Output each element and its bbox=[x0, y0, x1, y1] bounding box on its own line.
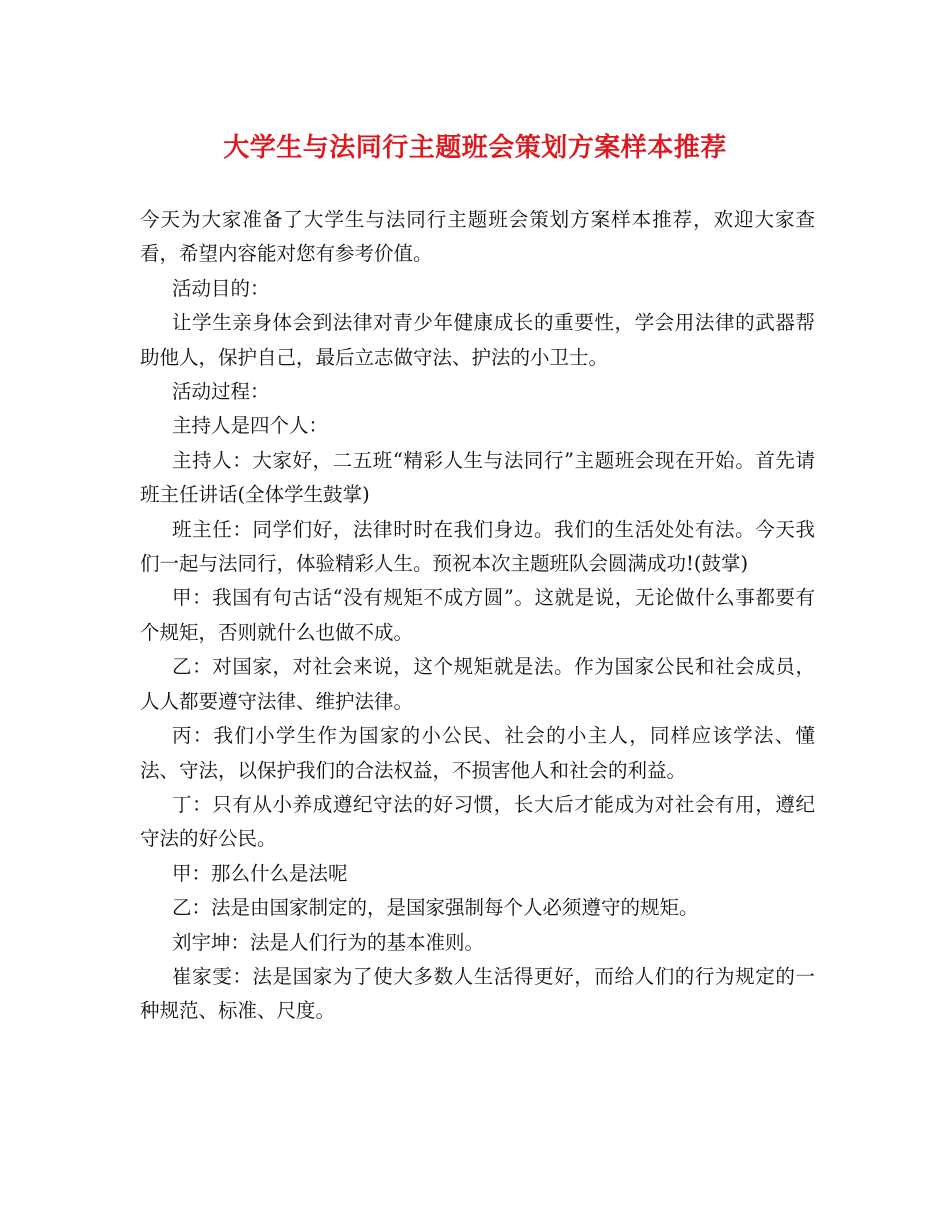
dialogue-line: 甲：我国有句古话“没有规矩不成方圆”。这就是说，无论做什么事都要有个规矩，否则就什么也做不成。 bbox=[140, 586, 815, 644]
dialogue-line: 甲：那么什么是法呢 bbox=[172, 861, 348, 885]
dialogue-line: 乙：对国家，对社会来说，这个规矩就是法。作为国家公民和社会成员，人人都要遵守法律、维护法律。 bbox=[140, 655, 815, 713]
section-heading-purpose: 活动目的： bbox=[172, 276, 270, 300]
host-opening-paragraph: 主持人：大家好，二五班“精彩人生与法同行”主题班会现在开始。首先请班主任讲话(全体学生鼓掌) bbox=[140, 448, 815, 507]
dialogue-line: 丙：我们小学生作为国家的小公民、社会的小主人，同样应该学法、懂法、守法，以保护我们的合法权益，不损害他人和社会的利益。 bbox=[140, 724, 815, 782]
purpose-paragraph: 让学生亲身体会到法律对青少年健康成长的重要性，学会用法律的武器帮助他人，保护自己，最后立志做守法、护法的小卫士。 bbox=[140, 311, 815, 369]
dialogue-line: 丁：只有从小养成遵纪守法的好习惯，长大后才能成为对社会有用，遵纪守法的好公民。 bbox=[140, 792, 815, 851]
teacher-speech-paragraph: 班主任：同学们好，法律时时在我们身边。我们的生活处处有法。今天我们一起与法同行，体验精彩人生。预祝本次主题班队会圆满成功!(鼓掌) bbox=[140, 517, 815, 576]
dialogue-line: 乙：法是由国家制定的，是国家强制每个人必须遵守的规矩。 bbox=[172, 896, 699, 920]
dialogue-line: 刘宇坤：法是人们行为的基本准则。 bbox=[172, 930, 485, 954]
section-heading-process: 活动过程： bbox=[172, 380, 270, 404]
document-body bbox=[140, 203, 815, 1029]
document-title: 大学生与法同行主题班会策划方案样本推荐 bbox=[223, 133, 727, 163]
intro-paragraph: 今天为大家准备了大学生与法同行主题班会策划方案样本推荐，欢迎大家查看，希望内容能对您有参考价值。 bbox=[140, 208, 815, 266]
dialogue-line: 崔家雯：法是国家为了使大多数人生活得更好，而给人们的行为规定的一种规范、标准、尺度。 bbox=[140, 964, 815, 1023]
hosts-paragraph: 主持人是四个人： bbox=[172, 414, 329, 438]
